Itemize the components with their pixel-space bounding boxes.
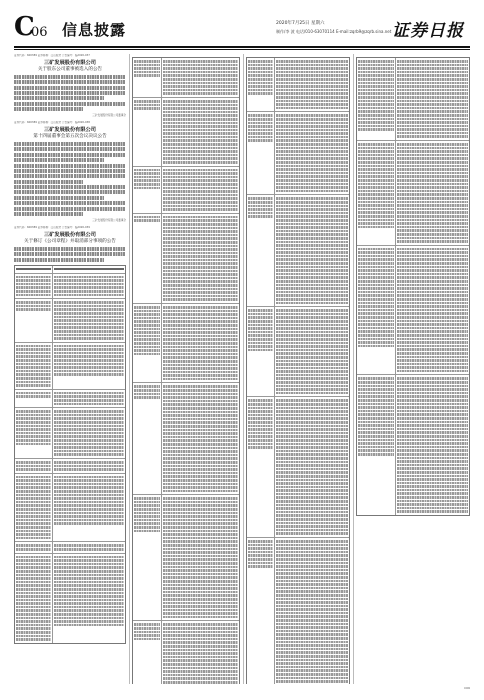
table-cell — [15, 343, 52, 389]
announcement-meta: 证券代码：600389 证券简称：江山股份 公告编号：临2020-039 — [14, 226, 90, 230]
body-text-line — [14, 185, 126, 189]
body-text-line — [14, 102, 126, 106]
table-cell — [274, 112, 349, 194]
table-row — [133, 97, 239, 166]
table-row — [133, 620, 239, 684]
table-cell — [274, 397, 349, 537]
table-cell — [52, 408, 125, 458]
amendment-table — [14, 265, 126, 644]
section-number: 06 — [31, 25, 48, 40]
announcement-subtitle: 第十四届董事会第五次会议决议公告 — [33, 134, 107, 140]
announcement-title: 三矿发展股份有限公司 — [44, 231, 96, 238]
column-divider — [353, 54, 354, 684]
body-text-line — [14, 207, 126, 211]
body-text-line — [14, 164, 126, 168]
table-row — [357, 58, 469, 140]
table-cell — [133, 214, 161, 303]
table-cell — [133, 304, 161, 382]
issue-date: 2020年7月25日 星期六 — [276, 21, 325, 26]
table-row — [247, 111, 349, 194]
table-cell — [133, 621, 161, 684]
table-row — [357, 245, 469, 375]
table-cell — [161, 214, 239, 303]
section-letter: C — [14, 12, 35, 42]
announcement-meta: 证券代码：600389 证券简称：江山股份 公告编号：临2020-037 — [14, 54, 90, 57]
body-text-line — [14, 212, 83, 216]
table-cell — [52, 474, 125, 542]
table-cell — [247, 397, 274, 537]
table-cell — [133, 383, 161, 494]
table-cell — [274, 195, 349, 306]
body-text-line — [14, 201, 126, 205]
table-cell — [161, 167, 239, 213]
table-cell — [274, 307, 349, 396]
table-row — [133, 303, 239, 382]
masthead-rule-thin — [14, 49, 470, 50]
body-text-line — [14, 190, 126, 194]
body-text-line — [14, 142, 126, 146]
table-cell — [247, 195, 274, 306]
table-row — [15, 553, 125, 643]
signature: 三矿发展股份有限公司董事会 — [92, 114, 126, 118]
body-text-line — [14, 107, 83, 111]
table-cell — [247, 112, 274, 194]
amendment-table — [356, 57, 470, 516]
table-row — [133, 494, 239, 620]
table-cell — [15, 390, 52, 407]
body-text-line — [14, 80, 126, 84]
table-row — [15, 458, 125, 473]
table-row — [15, 266, 125, 273]
masthead-rule — [14, 46, 470, 48]
table-cell — [15, 542, 52, 552]
body-text-line — [14, 196, 104, 200]
table-cell — [161, 98, 239, 166]
newspaper-logo — [386, 14, 470, 42]
table-cell — [161, 495, 239, 620]
table-row — [133, 58, 239, 97]
table-cell — [161, 621, 239, 684]
column-divider — [243, 54, 244, 684]
table-cell — [15, 474, 52, 542]
announcement-meta: 证券代码：600389 证券简称：江山股份 公告编号：临2020-038 — [14, 121, 90, 125]
table-cell — [357, 58, 395, 140]
table-cell — [133, 98, 161, 166]
table-cell — [274, 58, 349, 111]
table-cell — [52, 554, 125, 643]
table-row — [133, 382, 239, 494]
table-row — [15, 389, 125, 407]
body-text-line — [14, 169, 126, 173]
table-row — [15, 473, 125, 542]
table-row — [133, 166, 239, 213]
table-cell — [52, 299, 125, 342]
body-text-line — [14, 180, 83, 184]
column-4 — [356, 54, 470, 684]
body-text-line — [14, 252, 126, 256]
table-row — [15, 298, 125, 342]
table-row — [15, 342, 125, 389]
body-text-line — [14, 86, 126, 90]
table-cell — [15, 408, 52, 458]
column-3 — [246, 54, 350, 684]
body-text-line — [14, 147, 126, 151]
table-cell — [161, 383, 239, 494]
table-cell — [133, 58, 161, 97]
column-divider — [129, 54, 130, 684]
body-text-line — [14, 247, 126, 251]
table-cell — [52, 390, 125, 407]
table-cell — [52, 459, 125, 473]
table-row — [247, 396, 349, 537]
table-cell — [161, 304, 239, 382]
table-row — [247, 58, 349, 111]
table-cell — [274, 538, 349, 684]
amendment-table — [132, 57, 240, 684]
table-cell — [15, 266, 52, 273]
table-row — [357, 374, 469, 515]
table-cell — [357, 246, 395, 375]
body-text-line — [14, 75, 126, 79]
editor-contact: 制作/李 波 电话/010-63070114 E-mail:zqrb9@zqrb.sina.net — [276, 29, 392, 34]
table-row — [15, 541, 125, 552]
announcement-title: 三矿发展股份有限公司 — [44, 126, 96, 133]
table-cell — [247, 538, 274, 684]
table-cell — [15, 459, 52, 473]
body-text-line — [14, 91, 126, 95]
table-cell — [133, 167, 161, 213]
amendment-table — [246, 57, 350, 684]
table-row — [247, 306, 349, 396]
table-row — [357, 140, 469, 245]
table-row — [247, 537, 349, 684]
table-cell — [247, 58, 274, 111]
table-cell — [395, 141, 469, 245]
table-cell — [357, 141, 395, 245]
table-row — [15, 407, 125, 458]
masthead — [14, 14, 470, 46]
table-cell — [52, 542, 125, 552]
table-cell — [15, 554, 52, 643]
body-text-line — [14, 174, 126, 178]
page-label: C06 — [464, 686, 470, 690]
table-cell — [52, 343, 125, 389]
signature: 三矿发展股份有限公司董事会 — [92, 219, 126, 223]
table-row — [133, 213, 239, 303]
body-text-line — [14, 153, 126, 157]
body-text-line — [14, 258, 104, 262]
table-cell — [395, 58, 469, 140]
table-cell — [15, 299, 52, 342]
table-cell — [395, 246, 469, 375]
table-row — [247, 194, 349, 306]
announcement-title: 三矿发展股份有限公司 — [44, 59, 96, 66]
table-cell — [15, 274, 52, 299]
column-2 — [132, 54, 240, 684]
table-cell — [52, 274, 125, 299]
column-1 — [14, 54, 126, 684]
body-text-line — [14, 96, 104, 100]
table-row — [15, 273, 125, 299]
section-title: 信息披露 — [62, 21, 127, 39]
table-cell — [357, 375, 395, 515]
table-cell — [395, 375, 469, 515]
table-cell — [52, 266, 125, 273]
table-cell — [133, 495, 161, 620]
announcement-subtitle: 关于股东公司董事被选入的公告 — [37, 67, 103, 72]
table-cell — [247, 307, 274, 396]
logo-wordmark: 证券日报 — [392, 20, 464, 41]
body-text-line — [14, 158, 104, 162]
table-cell — [161, 58, 239, 97]
announcement-subtitle: 关于修订《公司章程》并取消部分事项的公告 — [24, 239, 116, 245]
